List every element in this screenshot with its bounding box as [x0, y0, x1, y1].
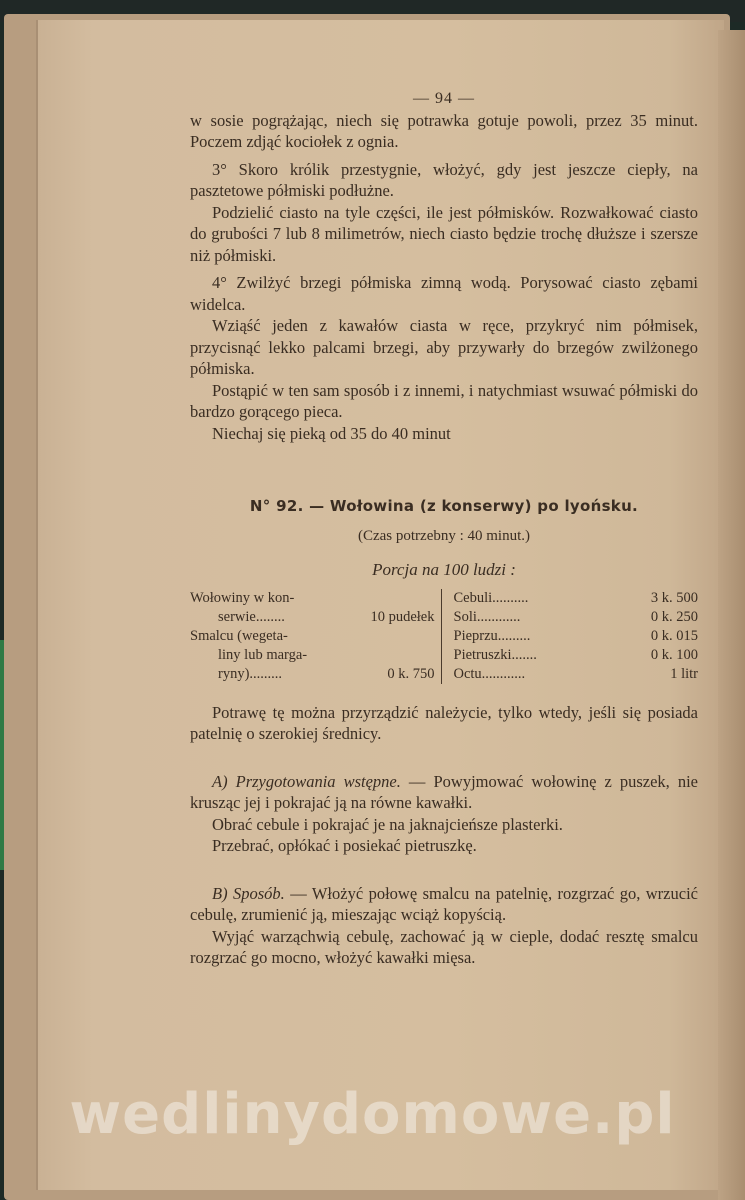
ingredients-right-column: [442, 589, 699, 684]
ingredient-row: [454, 608, 699, 627]
ingredient-name: Pietruszki.......: [453, 646, 537, 663]
ingredients-table: [190, 589, 698, 684]
recipe-portion: Porcja na 100 ludzi :: [372, 560, 516, 579]
ingredient-row: [454, 646, 699, 665]
section-a-2: Obrać cebule i pokrajać je na jaknajcieńsze plasterki.: [212, 814, 563, 834]
ingredient-qty: 10 pudełek: [370, 608, 435, 625]
ingredient-row: [454, 627, 699, 646]
ingredient-qty: 0 k. 100: [650, 646, 698, 663]
ingredient-name: Wołowiny w kon-: [190, 589, 295, 606]
step-3-continued: Podzielić ciasto na tyle części, ile jest półmisków. Rozwałkować ciasto do grubości 7 lub 8 milimetrów, niech ciasto będzie trochę dłuższe i szersze niż półmiski.: [190, 202, 698, 265]
section-b-text: — Włożyć połowę smalcu na patelnię, rozgrzać go, wrzucić cebulę, zrumienić ją, mieszając wciąż kopyścią.: [190, 883, 698, 924]
ingredient-row: [190, 646, 435, 665]
section-a-label: A) Przygotowania wstępne.: [212, 771, 401, 791]
ingredient-name: liny lub marga-: [218, 646, 308, 663]
section-a: [190, 771, 698, 814]
page-right-edge: [718, 30, 745, 1200]
step-4-continued-3: Niechaj się pieką od 35 do 40 minut: [212, 423, 451, 443]
step-3: 3° Skoro królik przestygnie, włożyć, gdy jest jeszcze ciepły, na pasztetowe półmiski podłużne.: [190, 159, 698, 200]
ingredient-name: Octu............: [453, 665, 526, 682]
ingredient-name: Cebuli..........: [453, 589, 529, 606]
page-number: — 94 —: [413, 90, 475, 107]
section-b-label: B) Sposób.: [212, 883, 285, 903]
section-a-3: Przebrać, opłókać i posiekać pietruszkę.: [212, 836, 477, 855]
ingredient-row: [190, 665, 435, 684]
step-4-continued: Wziąść jeden z kawałów ciasta w ręce, przykryć nim półmisek, przycisnąć lekko palcami brzegi, aby przywarły do brzegów zwilżonego półmiska.: [190, 316, 698, 378]
ingredient-name: ryny).........: [218, 665, 283, 682]
ingredient-name: Pieprzu.........: [453, 627, 531, 644]
ingredient-row: [454, 665, 699, 684]
section-b: [190, 883, 698, 926]
ingredient-row: [190, 627, 435, 646]
ingredient-qty: 1 litr: [670, 665, 698, 682]
recipe-title: N° 92. — Wołowina (z konserwy) po lyońsku.: [249, 497, 639, 515]
ingredient-qty: 3 k. 500: [650, 589, 698, 606]
ingredient-qty: 0 k. 015: [650, 627, 698, 644]
step-4: 4° Zwilżyć brzegi półmiska zimną wodą. Porysować ciasto zębami widelca.: [190, 273, 698, 314]
ingredient-name: Soli............: [453, 608, 521, 625]
ingredient-qty: 0 k. 250: [650, 608, 698, 625]
intro-paragraph: w sosie pogrążając, niech się potrawka gotuje powoli, przez 35 minut. Poczem zdjąć kociołek z ognia.: [190, 110, 698, 151]
step-4-continued-2: Postąpić w ten sam sposób i z innemi, i natychmiast wsuwać półmiski do bardzo gorącego pieca.: [190, 380, 698, 421]
page-content: [190, 88, 698, 969]
ingredient-name: Smalcu (wegeta-: [190, 627, 288, 644]
ingredient-row: [190, 608, 435, 627]
ingredients-left-column: [190, 589, 442, 684]
ingredient-name: serwie........: [218, 608, 285, 625]
section-a-text: — Powyjmować wołowinę z puszek, nie krusząc jej i pokrajać ją na równe kawałki.: [190, 771, 698, 812]
ingredient-row: [454, 589, 699, 608]
ingredient-qty: 0 k. 750: [387, 665, 435, 682]
recipe-time: (Czas potrzebny : 40 minut.): [357, 527, 531, 544]
ingredient-row: [190, 589, 435, 608]
section-b-2: Wyjąć warząchwią cebulę, zachować ją w cieple, dodać resztę smalcu rozgrzać go mocno, włożyć kawałki mięsa.: [190, 926, 698, 967]
recipe-note: Potrawę tę można przyrządzić należycie, tylko wtedy, jeśli się posiada patelnię o szerokiej średnicy.: [190, 702, 698, 743]
watermark: wedlinydomowe.pl: [69, 1082, 676, 1147]
